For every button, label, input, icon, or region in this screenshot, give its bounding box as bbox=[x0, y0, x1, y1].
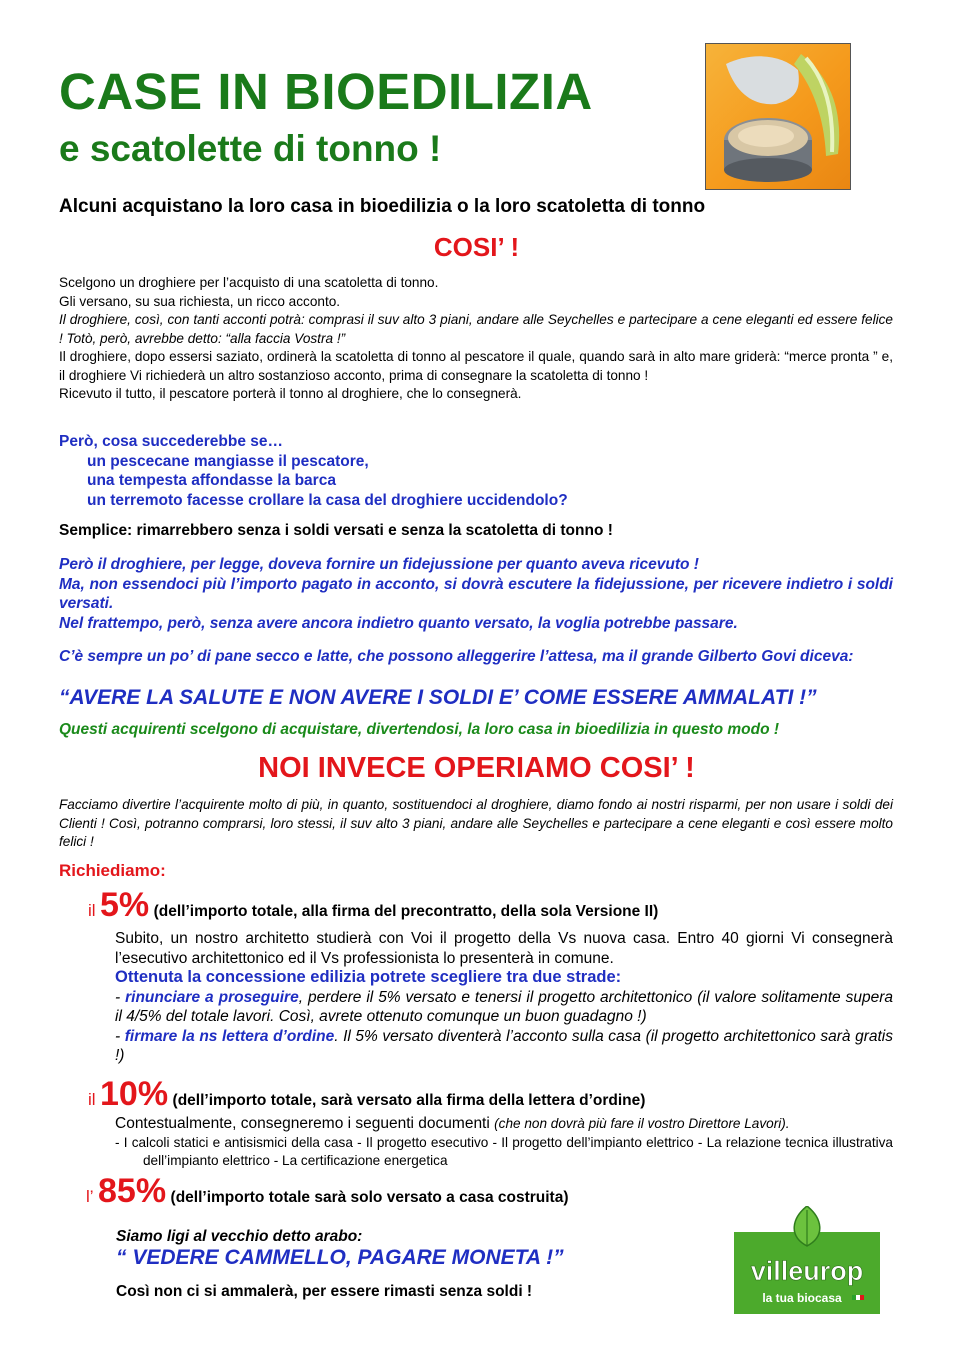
step-85-prefix: l’ bbox=[86, 1187, 94, 1206]
guarantee-line-1: Però il droghiere, per legge, doveva fornire un fidejussione per quanto aveva ricevuto ! bbox=[59, 556, 699, 573]
what-if-block bbox=[59, 432, 893, 510]
step-10-percent: 10% bbox=[100, 1075, 169, 1113]
step-10-heading bbox=[88, 1075, 645, 1114]
step-10-note: (che non dovrà più fare il vostro Direttore Lavori). bbox=[494, 1116, 790, 1131]
story-line-3: Il droghiere, così, con tanti acconti potrà: comprasi il suv alto 3 piani, andare alle Seychelles e partecipare a cene eleganti ed essere felice ! Totò, però, avrebbe detto: “alla faccia Vostra !” bbox=[59, 312, 893, 346]
step-10-prefix: il bbox=[88, 1090, 96, 1109]
step-5-text: Subito, un nostro architetto studierà con Voi il progetto della Vs nuova casa. Entro 40 giorni Vi consegnerà l’esecutivo architettonico ed il Vs professionista lo presenterà in comune. bbox=[115, 930, 893, 967]
villeurop-logo bbox=[734, 1206, 880, 1314]
step-5-option-1: - rinunciare a proseguire, perdere il 5% versato e tenersi il progetto architettonico (il valore solitamente supera il 4/5% del totale lavori. Così, avrete ottenuto comunque un buon guadagno !) bbox=[115, 988, 893, 1025]
what-if-item: un pescecane mangiasse il pescatore, bbox=[87, 452, 369, 470]
closing-quote: “ VEDERE CAMMELLO, PAGARE MONETA !” bbox=[116, 1246, 564, 1269]
richiediamo-label: Richiediamo: bbox=[59, 861, 166, 880]
option-2-text: . Il 5% versato diventerà l’acconto sulla casa (il progetto architettonico sarà gratis !) bbox=[115, 1027, 893, 1064]
green-line: Questi acquirenti scelgono di acquistare, divertendosi, la loro casa in bioedilizia in questo modo ! bbox=[59, 721, 780, 738]
step-10-text: Contestualmente, consegneremo i seguenti documenti bbox=[115, 1115, 495, 1132]
govi-line: C’è sempre un po’ di pane secco e latte, che possono alleggerire l’attesa, ma il grande Gilberto Govi diceva: bbox=[59, 648, 854, 665]
step-85-percent: 85% bbox=[98, 1172, 167, 1210]
step-5-heading bbox=[88, 886, 658, 925]
option-1-label: rinunciare a proseguire bbox=[125, 988, 299, 1006]
story-line-5: Ricevuto il tutto, il pescatore porterà il tonno al droghiere, che lo consegnerà. bbox=[59, 386, 522, 401]
option-2-label: firmare la ns lettera d’ordine bbox=[124, 1027, 335, 1045]
guarantee-line-2: Ma, non essendoci più l’importo pagato in acconto, si dovrà escutere la fidejussione, per ricevere indietro i soldi versati. bbox=[59, 575, 893, 612]
step-10-body bbox=[115, 1114, 893, 1171]
guarantee-block bbox=[59, 555, 893, 633]
noi-paragraph: Facciamo divertire l’acquirente molto di più, in quanto, sostituendoci al droghiere, diamo fondo ai nostri risparmi, per non usare i soldi dei Clienti ! Così, potranno comprarsi, loro stessi, il suv alto 3 piani, andare alle Seychelles e partecipare a cene eleganti e così essere molto felici ! bbox=[59, 797, 893, 849]
closing-saying: Siamo ligi al vecchio detto arabo: bbox=[116, 1228, 363, 1245]
svg-text:villeurop: villeurop bbox=[750, 1256, 864, 1286]
what-if-question: Però, cosa succederebbe se… bbox=[59, 433, 284, 450]
noi-heading: NOI INVECE OPERIAMO COSI’ ! bbox=[258, 752, 695, 784]
step-10-docs: - I calcoli statici e antisismici della casa - Il progetto esecutivo - Il progetto dell’impianto elettrico - La relazione tecnica illustrativa dell’impianto elettrico - La certificazione energetica bbox=[115, 1134, 893, 1168]
govi-quote: “AVERE LA SALUTE E NON AVERE I SOLDI E’ COME ESSERE AMMALATI !” bbox=[59, 686, 817, 709]
page-title: CASE IN BIOEDILIZIA bbox=[59, 63, 593, 120]
story-line-1: Scelgono un droghiere per l’acquisto di una scatoletta di tonno. bbox=[59, 275, 439, 290]
step-5-body bbox=[115, 929, 893, 1066]
step-5-percent: 5% bbox=[100, 886, 150, 924]
simple-line: Semplice: rimarrebbero senza i soldi versati e senza la scatoletta di tonno ! bbox=[59, 522, 613, 539]
story-paragraph bbox=[59, 274, 893, 404]
story-line-2: Gli versano, su sua richiesta, un ricco acconto. bbox=[59, 293, 341, 309]
option-1-text: , perdere il 5% versato e tenersi il progetto architettonico (il valore solitamente supera il 4/5% del totale lavori. Così, avrete ottenuto comunque un buon guadagno !) bbox=[115, 988, 893, 1025]
what-if-item: una tempesta affondasse la barca bbox=[87, 472, 336, 489]
step-5-roads: Ottenuta la concessione edilizia potrete scegliere tra due strade: bbox=[115, 968, 622, 986]
step-5-prefix: il bbox=[88, 901, 96, 920]
page-subtitle: e scatolette di tonno ! bbox=[59, 128, 442, 169]
closing-last: Così non ci si ammalerà, per essere rimasti senza soldi ! bbox=[116, 1283, 533, 1300]
step-85-heading bbox=[86, 1172, 569, 1211]
guarantee-line-3: Nel frattempo, però, senza avere ancora indietro quanto versato, la voglia potrebbe passare. bbox=[59, 614, 738, 632]
story-line-4: Il droghiere, dopo essersi saziato, ordinerà la scatoletta di tonno al pescatore il quale, quando sarà in alto mare griderà: “merce pronta ” e, il droghiere Vi richiederà un altro sostanzioso acconto, prima di consegnare la scatoletta di tonno ! bbox=[59, 349, 893, 383]
step-10-desc: (dell’importo totale, sarà versato alla firma della lettera d’ordine) bbox=[172, 1092, 646, 1109]
step-5-option-2: - firmare la ns lettera d’ordine. Il 5% versato diventerà l’acconto sulla casa (il progetto architettonico sarà gratis !) bbox=[115, 1027, 893, 1064]
intro-line: Alcuni acquistano la loro casa in bioedilizia o la loro scatoletta di tonno bbox=[59, 196, 706, 217]
step-5-desc: (dell’importo totale, alla firma del precontratto, della sola Versione II) bbox=[153, 903, 659, 920]
step-85-desc: (dell’importo totale sarà solo versato a casa costruita) bbox=[170, 1189, 569, 1206]
cosi-heading: COSI’ ! bbox=[433, 232, 520, 262]
svg-text:la tua biocasa: la tua biocasa bbox=[762, 1291, 842, 1305]
what-if-item: un terremoto facesse crollare la casa del droghiere uccidendolo? bbox=[87, 491, 568, 509]
step-10-text-line bbox=[115, 1114, 893, 1134]
tuna-can-photo bbox=[705, 43, 851, 190]
